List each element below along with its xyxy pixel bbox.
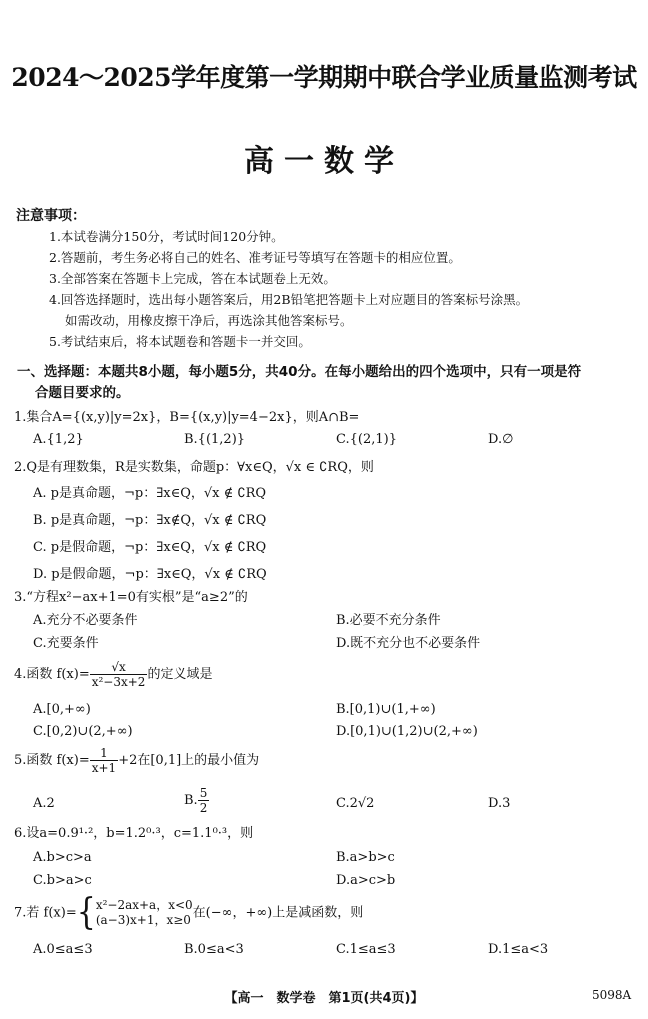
page-footer: 【高一 数学卷 第1页(共4页)】 — [224, 991, 424, 1006]
q5-prefix: 5.函数 f(x)= — [14, 753, 90, 768]
q6-option-a: A.b>c>a — [33, 850, 92, 865]
q6-option-d: D.a>c>b — [336, 873, 396, 888]
q5-stem — [14, 746, 259, 775]
note-item: 4.回答选择题时，选出每小题答案后，用2B铅笔把答题卡上对应题目的答案标号涂黑。 — [49, 292, 529, 307]
note-item: 2.答题前，考生务必将自己的姓名、准考证号等填写在答题卡的相应位置。 — [49, 250, 461, 265]
q5-option-b-denominator: 2 — [199, 801, 208, 815]
q7-option-d: D.1≤a<3 — [488, 942, 549, 957]
q4-fraction — [90, 660, 148, 689]
q3-option-a: A.充分不必要条件 — [33, 613, 138, 628]
q5-option-a: A.2 — [33, 796, 55, 811]
q5-numerator: 1 — [90, 746, 118, 761]
q4-numerator: √x — [90, 660, 148, 675]
left-brace: { — [76, 891, 96, 934]
q4-denominator: x²−3x+2 — [91, 675, 146, 689]
q5-suffix: +2在[0,1]上的最小值为 — [118, 753, 260, 768]
q5-option-b-numerator: 5 — [199, 786, 208, 800]
q5-option-d: D.3 — [488, 796, 511, 811]
q7-case-1: x²−2ax+a，x<0 — [95, 898, 193, 912]
q2-option-a: A. p是真命题，¬p：∃x∈Q，√x ∉ ∁RQ — [33, 486, 267, 501]
q7-option-b: B.0≤a<3 — [184, 942, 244, 957]
section-line-2: 合题目要求的。 — [35, 385, 130, 401]
note-item: 3.全部答案在答题卡上完成，答在本试题卷上无效。 — [49, 271, 336, 286]
q5-fraction — [90, 746, 118, 775]
q3-option-c: C.充要条件 — [33, 636, 99, 651]
notes-heading: 注意事项： — [16, 208, 86, 224]
q4-option-c: C.[0,2)∪(2,+∞) — [33, 724, 133, 739]
q4-option-a: A.[0,+∞) — [33, 702, 91, 717]
q6-option-c: C.b>a>c — [33, 873, 92, 888]
exam-subject: 高一数学 — [244, 144, 404, 179]
q2-stem: 2.Q是有理数集，R是实数集，命题p：∀x∈Q，√x ∈ ∁RQ，则 — [14, 460, 374, 475]
q7-suffix: 在(−∞，+∞)上是减函数，则 — [192, 905, 364, 921]
q5-denominator: x+1 — [91, 761, 117, 775]
q7-cases — [96, 898, 193, 928]
note-item: 如需改动，用橡皮擦干净后，再选涂其他答案标号。 — [65, 313, 353, 328]
q3-option-d: D.既不充分也不必要条件 — [336, 636, 481, 651]
q6-stem: 6.设a=0.9¹·²，b=1.2⁰·³，c=1.1⁰·³，则 — [14, 826, 254, 841]
q2-option-c: C. p是假命题，¬p：∃x∈Q，√x ∉ ∁RQ — [33, 540, 267, 555]
q4-option-b: B.[0,1)∪(1,+∞) — [336, 702, 436, 717]
q5-option-b-label: B. — [184, 793, 198, 808]
q1-stem: 1.集合A={(x,y)|y=2x}，B={(x,y)|y=4−2x}，则A∩B= — [14, 410, 360, 425]
q4-stem — [14, 660, 212, 689]
q4-prefix: 4.函数 f(x)= — [14, 667, 90, 682]
section-line-1: 一、选择题：本题共8小题，每小题5分，共40分。在每小题给出的四个选项中，只有一项是符 — [17, 364, 582, 380]
note-item: 5.考试结束后，将本试题卷和答题卡一并交回。 — [49, 334, 311, 349]
q7-case-2: (a−3)x+1，x≥0 — [95, 913, 191, 927]
q5-option-c: C.2√2 — [336, 796, 375, 811]
q5-option-b-fraction — [198, 786, 210, 815]
exam-title: 2024～2025学年度第一学期期中联合学业质量监测考试 — [11, 63, 637, 92]
note-item: 1.本试卷满分150分，考试时间120分钟。 — [49, 229, 284, 244]
q3-option-b: B.必要不充分条件 — [336, 613, 441, 628]
q4-option-d: D.[0,1)∪(1,2)∪(2,+∞) — [336, 724, 478, 739]
q1-option-c: C.{(2,1)} — [336, 432, 397, 447]
q2-option-d: D. p是假命题，¬p：∃x∈Q，√x ∉ ∁RQ — [33, 567, 267, 582]
q3-stem: 3.“方程x²−ax+1=0有实根”是“a≥2”的 — [14, 590, 248, 605]
q1-option-d: D.∅ — [488, 432, 514, 447]
q7-option-c: C.1≤a≤3 — [336, 942, 396, 957]
q4-suffix: 的定义域是 — [147, 667, 213, 682]
q7-stem — [14, 891, 364, 934]
section-heading — [17, 362, 637, 404]
notes-list — [49, 226, 528, 352]
q1-option-a: A.{1,2} — [33, 432, 84, 447]
paper-code: 5098A — [592, 988, 632, 1002]
q5-option-b — [184, 786, 209, 815]
q7-option-a: A.0≤a≤3 — [33, 942, 93, 957]
q1-option-b: B.{(1,2)} — [184, 432, 246, 447]
q7-prefix: 7.若 f(x)= — [14, 905, 77, 921]
q6-option-b: B.a>b>c — [336, 850, 395, 865]
q2-option-b: B. p是真命题，¬p：∃x∉Q，√x ∉ ∁RQ — [33, 513, 267, 528]
